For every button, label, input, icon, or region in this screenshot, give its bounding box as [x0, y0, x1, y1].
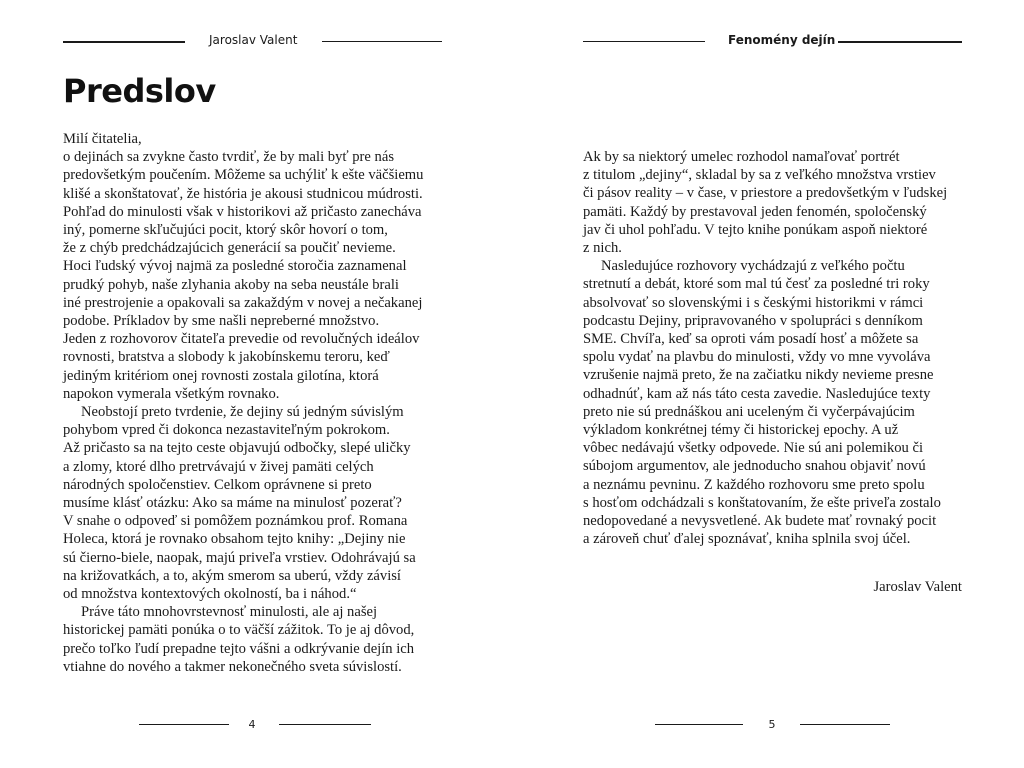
- text-line: vzrušenie najmä preto, že na začiatku nikdy nevieme presne: [583, 367, 934, 384]
- text-line: iný, pomerne skľučujúci pocit, ktorý skôr hovorí o tom,: [63, 222, 388, 239]
- text-line: podcastu Dejiny, pripravovaného v spolupráci s denníkom: [583, 312, 923, 329]
- text-line: Milí čitatelia,: [63, 131, 142, 147]
- running-head-book-title: Fenomény dejín: [728, 33, 836, 47]
- text-line: odhadnúť, kam až nás táto cesta zavedie. Nasledujúce texty: [583, 385, 931, 402]
- text-line: absolvovať so slovenskými i s českými historikmi v rámci: [583, 294, 924, 311]
- page-number: 5: [768, 718, 776, 731]
- text-line: spolu vydať na plavbu do minulosti, vždy vo mne vyvoláva: [583, 349, 931, 366]
- body-text: [583, 148, 963, 548]
- text-line: výkladom konkrétnej témy či historickej epochy. A už: [583, 422, 899, 439]
- text-line: rovnosti, bratstva a slobody k jakobínskemu teroru, keď: [63, 349, 390, 366]
- text-line: jav či uhol pohľadu. V tejto knihe ponúkam aspoň niektoré: [583, 221, 928, 238]
- footer-rule-left: [655, 724, 743, 725]
- text-line: Nasledujúce rozhovory vychádzajú z veľkého počtu: [601, 258, 905, 275]
- author-signature: Jaroslav Valent: [873, 579, 962, 595]
- text-line: z titulom „dejiny“, skladal by sa z veľkého množstva vrstiev: [583, 167, 936, 184]
- text-line: preto nie sú prednáškou ani uceleným či vyčerpávajúcim: [583, 403, 915, 420]
- running-head-author: Jaroslav Valent: [209, 33, 298, 47]
- text-line: či pásov reality – v čase, v priestore a predovšetkým v ľudskej: [583, 185, 948, 202]
- text-line: Až pričasto sa na tejto ceste objavujú odbočky, slepé uličky: [63, 440, 411, 457]
- text-line: stretnutí a debát, ktoré som mal tú česť za posledné tri roky: [583, 276, 930, 293]
- text-line: a zároveň chuť ďalej spoznávať, kniha splnila svoj účel.: [583, 531, 911, 548]
- text-line: Holeca, ktorá je rovnako obsahom tejto knihy: „Dejiny nie: [63, 531, 406, 548]
- text-line: prečo toľko ľudí prepadne tejto vášni a odkrývanie dejín ich: [63, 640, 415, 657]
- text-line: klišé a skonštatovať, že história je akousi studnicou múdrosti.: [63, 185, 423, 202]
- text-line: sú čierno-biele, naopak, majú priveľa vrstiev. Odohrávajú sa: [63, 549, 416, 566]
- footer-rule-right: [800, 724, 890, 725]
- text-line: národných spoločenstiev. Celkom oprávnene si preto: [63, 476, 372, 493]
- text-line: Hoci ľudský vývoj najmä za posledné storočia zaznamenal: [63, 258, 407, 275]
- page-number: 4: [248, 718, 256, 731]
- header-rule-right: [838, 41, 962, 43]
- text-line: a neznámu pevninu. Z každého rozhovoru sme preto spolu: [583, 476, 925, 493]
- text-line: Jeden z rozhovorov čitateľa prevedie od revolučných ideálov: [63, 331, 420, 348]
- text-line: nedopovedané a nevysvetlené. Ak budete mať rovnaký pocit: [583, 513, 937, 530]
- text-line: iné prestrojenie a opakovali sa zakaždým v novej a nečakanej: [63, 294, 423, 311]
- text-line: pamäti. Každý by prestavoval jeden fenomén, spoločenský: [583, 203, 927, 220]
- text-line: a zlomy, ktoré dlho pretrvávajú v živej pamäti celých: [63, 458, 374, 475]
- text-line: Ak by sa niektorý umelec rozhodol namaľovať portrét: [583, 149, 900, 165]
- text-line: Práve táto mnohovrstevnosť minulosti, ale aj našej: [81, 604, 378, 621]
- text-line: Neobstojí preto tvrdenie, že dejiny sú jedným súvislým: [81, 404, 404, 421]
- text-line: s hosťom odchádzali s konštatovaním, že ešte priveľa zostalo: [583, 494, 941, 511]
- text-line: jediným kritériom onej rovnosti zostala gilotína, ktorá: [63, 367, 379, 384]
- text-line: súbojom argumentov, ale jednoducho snahou objaviť novú: [583, 458, 926, 475]
- text-line: Pohľad do minulosti však v historikovi až pričasto zanecháva: [63, 203, 422, 220]
- text-line: V snahe o odpoveď si pomôžem poznámkou prof. Romana: [63, 513, 408, 530]
- footer-rule-left: [139, 724, 229, 725]
- header-rule-left: [583, 41, 705, 42]
- text-line: predovšetkým poučením. Môžeme sa uchýliť k ešte väčšiemu: [63, 167, 424, 184]
- text-line: na križovatkách, a to, akým smerom sa uberú, vždy závisí: [63, 567, 401, 584]
- text-line: o dejinách sa zvykne často tvrdiť, že by mali byť pre nás: [63, 149, 394, 166]
- text-line: SME. Chvíľa, keď sa oproti vám posadí hosť a môžete sa: [583, 331, 919, 348]
- text-line: prudký pohyb, naše zlyhania akoby na seba neustále brali: [63, 276, 399, 293]
- text-line: pohybom vpred či dokonca nezastaviteľným pokrokom.: [63, 422, 390, 439]
- text-line: od množstva kontextových okolností, ba i náhod.“: [63, 586, 357, 603]
- text-line: podobe. Príkladov by sme našli nepreberné množstvo.: [63, 313, 380, 330]
- text-line: vôbec nedávajú všetky odpovede. Nie sú ani polemikou či: [583, 440, 924, 457]
- body-text: [63, 130, 443, 676]
- text-line: že z chýb predchádzajúcich generácií sa poučiť nevieme.: [63, 240, 396, 257]
- right-page: [512, 0, 1024, 768]
- chapter-title: Predslov: [63, 72, 216, 110]
- text-line: historickej pamäti ponúka o to väčší zážitok. To je aj dôvod,: [63, 622, 415, 639]
- header-rule-right: [322, 41, 442, 42]
- header-rule-left: [63, 41, 185, 43]
- footer-rule-right: [279, 724, 371, 725]
- text-line: napokon vymerala všetkým rovnako.: [63, 385, 280, 402]
- text-line: z nich.: [583, 240, 622, 257]
- text-line: vtiahne do nového a takmer nekonečného sveta súvislostí.: [63, 658, 402, 675]
- text-line: musíme klásť otázku: Ako sa máme na minulosť pozerať?: [63, 495, 402, 512]
